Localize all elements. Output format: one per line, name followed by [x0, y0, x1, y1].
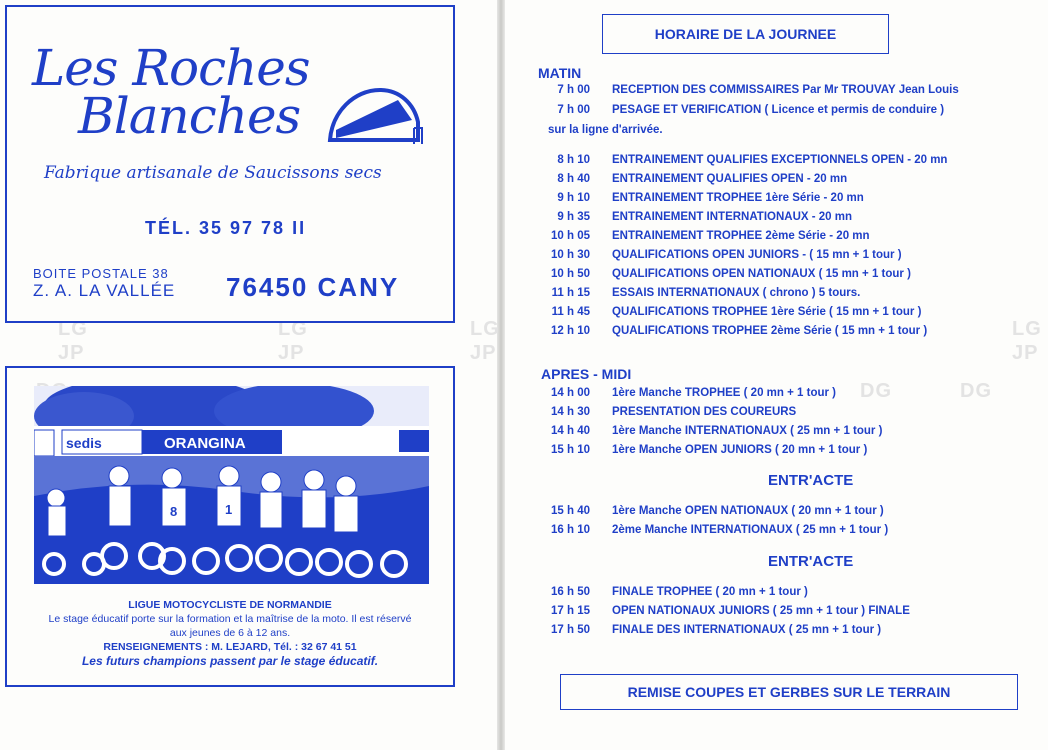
- league-description-2: aux jeunes de 6 à 12 ans.: [169, 627, 291, 639]
- schedule-row: [530, 84, 1040, 96]
- watermark-text: LG: [1012, 318, 1042, 340]
- schedule-time: 10 h 05: [551, 230, 590, 242]
- schedule-row: [530, 325, 1040, 337]
- schedule-row: [530, 505, 1040, 517]
- postal-box: BOITE POSTALE 38: [33, 266, 169, 281]
- schedule-row: [530, 306, 1040, 318]
- schedule-event: PESAGE ET VERIFICATION ( Licence et permis de conduire ): [612, 104, 945, 116]
- schedule-time: 7 h 00: [557, 84, 590, 96]
- schedule-time: 17 h 15: [551, 605, 590, 617]
- schedule-time: 9 h 10: [557, 192, 590, 204]
- schedule-row: [530, 154, 1040, 166]
- schedule-time: 7 h 00: [557, 104, 590, 116]
- schedule-time: 17 h 50: [551, 624, 590, 636]
- league-description: Le stage éducatif porte sur la formation et la maîtrise de la moto. Il est réservé: [48, 613, 412, 625]
- schedule-event: 1ère Manche TROPHEE ( 20 mn + 1 tour ): [612, 387, 836, 399]
- schedule-event: RECEPTION DES COMMISSAIRES Par Mr TROUVAY Jean Louis: [612, 84, 959, 96]
- schedule-event: ENTRAINEMENT INTERNATIONAUX - 20 mn: [612, 211, 853, 223]
- schedule-time: 16 h 50: [551, 586, 590, 598]
- schedule-event: ENTRAINEMENT QUALIFIES OPEN - 20 mn: [612, 173, 848, 185]
- schedule-event: ENTRAINEMENT QUALIFIES EXCEPTIONNELS OPEN - 20 mn: [612, 154, 948, 166]
- motocross-photo: [34, 386, 429, 584]
- schedule-row: [530, 605, 1040, 617]
- schedule-row: [530, 268, 1040, 280]
- schedule-event: 2ème Manche INTERNATIONAUX ( 25 mn + 1 tour ): [612, 524, 889, 536]
- banner-sedis: sedis: [66, 435, 102, 451]
- schedule-time: 14 h 30: [551, 406, 590, 418]
- schedule-event: FINALE TROPHEE ( 20 mn + 1 tour ): [612, 586, 808, 598]
- bib-number: 8: [170, 504, 178, 519]
- schedule-event: ENTRAINEMENT TROPHEE 1ère Série - 20 mn: [612, 192, 864, 204]
- morning-heading: MATIN: [538, 65, 582, 81]
- watermark-text: JP: [278, 342, 305, 364]
- schedule-row: [530, 192, 1040, 204]
- schedule-time: 11 h 15: [551, 287, 590, 299]
- schedule-event: FINALE DES INTERNATIONAUX ( 25 mn + 1 tour ): [612, 624, 882, 636]
- intermission-heading: ENTR'ACTE: [768, 472, 854, 489]
- schedule-event: 1ère Manche OPEN NATIONAUX ( 20 mn + 1 tour ): [612, 505, 884, 517]
- banner-orangina: ORANGINA: [164, 435, 246, 452]
- league-slogan: Les futurs champions passent par le stage éducatif.: [81, 654, 379, 668]
- schedule-row: [530, 524, 1040, 536]
- awards-banner: REMISE COUPES ET GERBES SUR LE TERRAIN: [560, 674, 1018, 710]
- schedule-event: OPEN NATIONAUX JUNIORS ( 25 mn + 1 tour ) FINALE: [612, 605, 910, 617]
- watermark-text: DG: [960, 380, 992, 402]
- schedule-time: 14 h 00: [551, 387, 590, 399]
- watermark-text: LG: [58, 318, 88, 340]
- brand-name: [32, 39, 310, 145]
- bib-number: 1: [225, 502, 233, 517]
- schedule-time: 9 h 35: [557, 211, 590, 223]
- schedule-event: 1ère Manche INTERNATIONAUX ( 25 mn + 1 tour ): [612, 425, 883, 437]
- schedule-event: QUALIFICATIONS OPEN NATIONAUX ( 15 mn + 1 tour ): [612, 268, 911, 280]
- schedule-row: [530, 104, 1040, 116]
- watermark-text: DG: [860, 380, 892, 402]
- zone-address: Z. A. LA VALLÉE: [33, 281, 176, 300]
- brand-tagline: Fabrique artisanale de Saucissons secs: [44, 163, 382, 183]
- schedule-title: HORAIRE DE LA JOURNEE: [602, 14, 889, 54]
- schedule-row: [530, 586, 1040, 598]
- schedule-time: 10 h 50: [551, 268, 590, 280]
- schedule-event: ENTRAINEMENT TROPHEE 2ème Série - 20 mn: [612, 230, 870, 242]
- league-contact: RENSEIGNEMENTS : M. LEJARD, Tél. : 32 67 41 51: [103, 641, 357, 653]
- league-title: LIGUE MOTOCYCLISTE DE NORMANDIE: [128, 599, 332, 611]
- schedule-note: sur la ligne d'arrivée.: [548, 124, 663, 136]
- league-text: [20, 598, 440, 668]
- watermark-text: LG: [470, 318, 500, 340]
- schedule-row: [530, 444, 1040, 456]
- schedule-row: [530, 230, 1040, 242]
- page-fold: [497, 0, 505, 750]
- intermission-heading: ENTR'ACTE: [768, 553, 854, 570]
- schedule-event: QUALIFICATIONS TROPHEE 1ère Série ( 15 mn + 1 tour ): [612, 306, 922, 318]
- watermark-text: LG: [278, 318, 308, 340]
- schedule-row: [530, 211, 1040, 223]
- brand-line-1: Les Roches: [32, 39, 310, 97]
- schedule-event: PRESENTATION DES COUREURS: [612, 406, 797, 418]
- watermark-text: JP: [58, 342, 85, 364]
- schedule-time: 14 h 40: [551, 425, 590, 437]
- schedule-row: [530, 173, 1040, 185]
- schedule-time: 15 h 10: [551, 444, 590, 456]
- schedule-time: 12 h 10: [551, 325, 590, 337]
- schedule-row: [530, 249, 1040, 261]
- schedule-event: 1ère Manche OPEN JUNIORS ( 20 mn + 1 tour ): [612, 444, 868, 456]
- schedule-row: [530, 387, 1040, 399]
- schedule-time: 11 h 45: [551, 306, 590, 318]
- schedule-time: 15 h 40: [551, 505, 590, 517]
- schedule-time: 8 h 40: [557, 173, 590, 185]
- schedule-row: [530, 425, 1040, 437]
- watermark-text: JP: [1012, 342, 1039, 364]
- schedule-event: ESSAIS INTERNATIONAUX ( chrono ) 5 tours.: [612, 287, 861, 299]
- schedule-event: QUALIFICATIONS OPEN JUNIORS - ( 15 mn + 1 tour ): [612, 249, 902, 261]
- schedule-time: 16 h 10: [551, 524, 590, 536]
- city-postcode: 76450 CANY: [226, 272, 400, 302]
- brand-line-2: Blanches: [78, 87, 301, 145]
- schedule-time: 8 h 10: [557, 154, 590, 166]
- schedule-row: [530, 406, 1040, 418]
- watermark-text: JP: [470, 342, 497, 364]
- schedule-time: 10 h 30: [551, 249, 590, 261]
- schedule-row: [530, 287, 1040, 299]
- schedule-row: [530, 624, 1040, 636]
- phone-number: TÉL. 35 97 78 II: [145, 218, 307, 238]
- schedule-event: QUALIFICATIONS TROPHEE 2ème Série ( 15 mn + 1 tour ): [612, 325, 928, 337]
- afternoon-heading: APRES - MIDI: [541, 366, 632, 382]
- helmet-logo-icon: [322, 82, 430, 150]
